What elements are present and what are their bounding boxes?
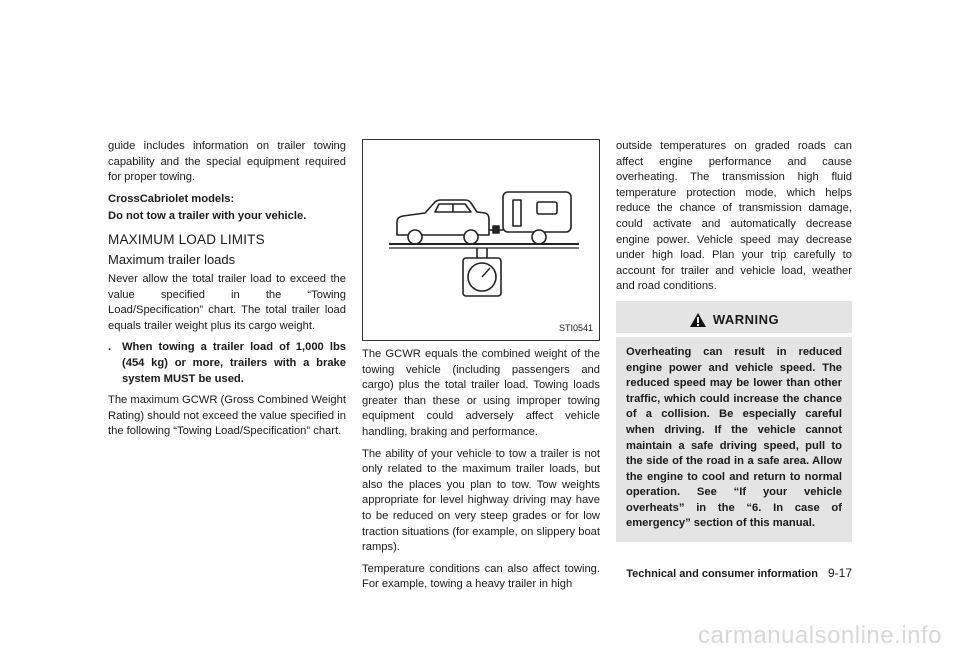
bullet-text: When towing a trailer load of 1,000 lbs (454 kg) or more, trailers with a brake system MUST be used. <box>122 341 346 385</box>
towing-illustration <box>362 139 600 341</box>
intro-paragraph: guide includes information on trailer towing capability and the special equipment required for proper towing. <box>108 140 346 184</box>
section-heading: MAXIMUM LOAD LIMITS <box>108 231 265 247</box>
bullet-mark: . <box>108 341 112 354</box>
warning-title: WARNING <box>712 312 780 328</box>
model-label: CrossCabriolet models: <box>108 192 235 205</box>
gcwr-definition: The GCWR equals the combined weight of the towing vehicle (including passengers and cargo) plus the total trailer load. Towing loads greater than these or using improper towing equipment could adversely affect vehicle handling, braking and performance. <box>362 348 600 438</box>
towing-ability-paragraph: The ability of your vehicle to tow a trailer is not only related to the maximum trailer loads, but also the places you plan to tow. Tow weights appropriate for level highway driving may have to be reduced on very steep grades or for low traction situations (for example, on slippery boat ramps). <box>362 447 600 554</box>
column-left <box>108 139 346 446</box>
trailer-load-paragraph: Never allow the total trailer load to exceed the value specified in the “Towing Load/Specification” chart. The total trailer load equals trailer weight plus its cargo weight. <box>108 272 346 332</box>
column-right <box>616 139 852 542</box>
page-footer <box>620 566 852 580</box>
model-warning: Do not tow a trailer with your vehicle. <box>108 210 307 223</box>
warning-icon <box>689 312 707 328</box>
brake-bullet <box>108 340 346 387</box>
figure-caption: STI0541 <box>558 323 593 334</box>
warning-header <box>616 301 852 333</box>
column-middle <box>362 139 600 599</box>
engine-performance-paragraph: outside temperatures on graded roads can affect engine performance and cause overheating. The transmission high fluid temperature protection mode, which helps reduce the chance of transmission damage, could activate and automatically decrease engine power. Vehicle speed may decrease under high load. Plan your trip carefully to account for trailer and vehicle load, weather and road conditions. <box>616 140 852 293</box>
warning-body: Overheating can result in reduced engine power and vehicle speed. The reduced speed may be lower than other traffic, which could increase the chance of a collision. Be especially careful when driving. If the vehicle cannot maintain a safe driving speed, pull to the side of the road in a safe area. Allow the engine to cool and return to normal operation. See “If your vehicle overheats” in the “6. In case of emergency” section of this manual. <box>616 337 852 542</box>
page-number: 9-17 <box>827 566 852 580</box>
subsection-heading: Maximum trailer loads <box>108 251 236 267</box>
gcwr-paragraph: The maximum GCWR (Gross Combined Weight Rating) should not exceed the value specified in the following “Towing Load/Specification” chart. <box>108 394 346 438</box>
footer-section-title: Technical and consumer information <box>626 568 818 580</box>
temperature-paragraph: Temperature conditions can also affect towing. For example, towing a heavy trailer in high <box>362 562 600 591</box>
car-trailer-scale-drawing <box>363 140 599 338</box>
watermark: carmanualsonline.info <box>698 622 942 649</box>
